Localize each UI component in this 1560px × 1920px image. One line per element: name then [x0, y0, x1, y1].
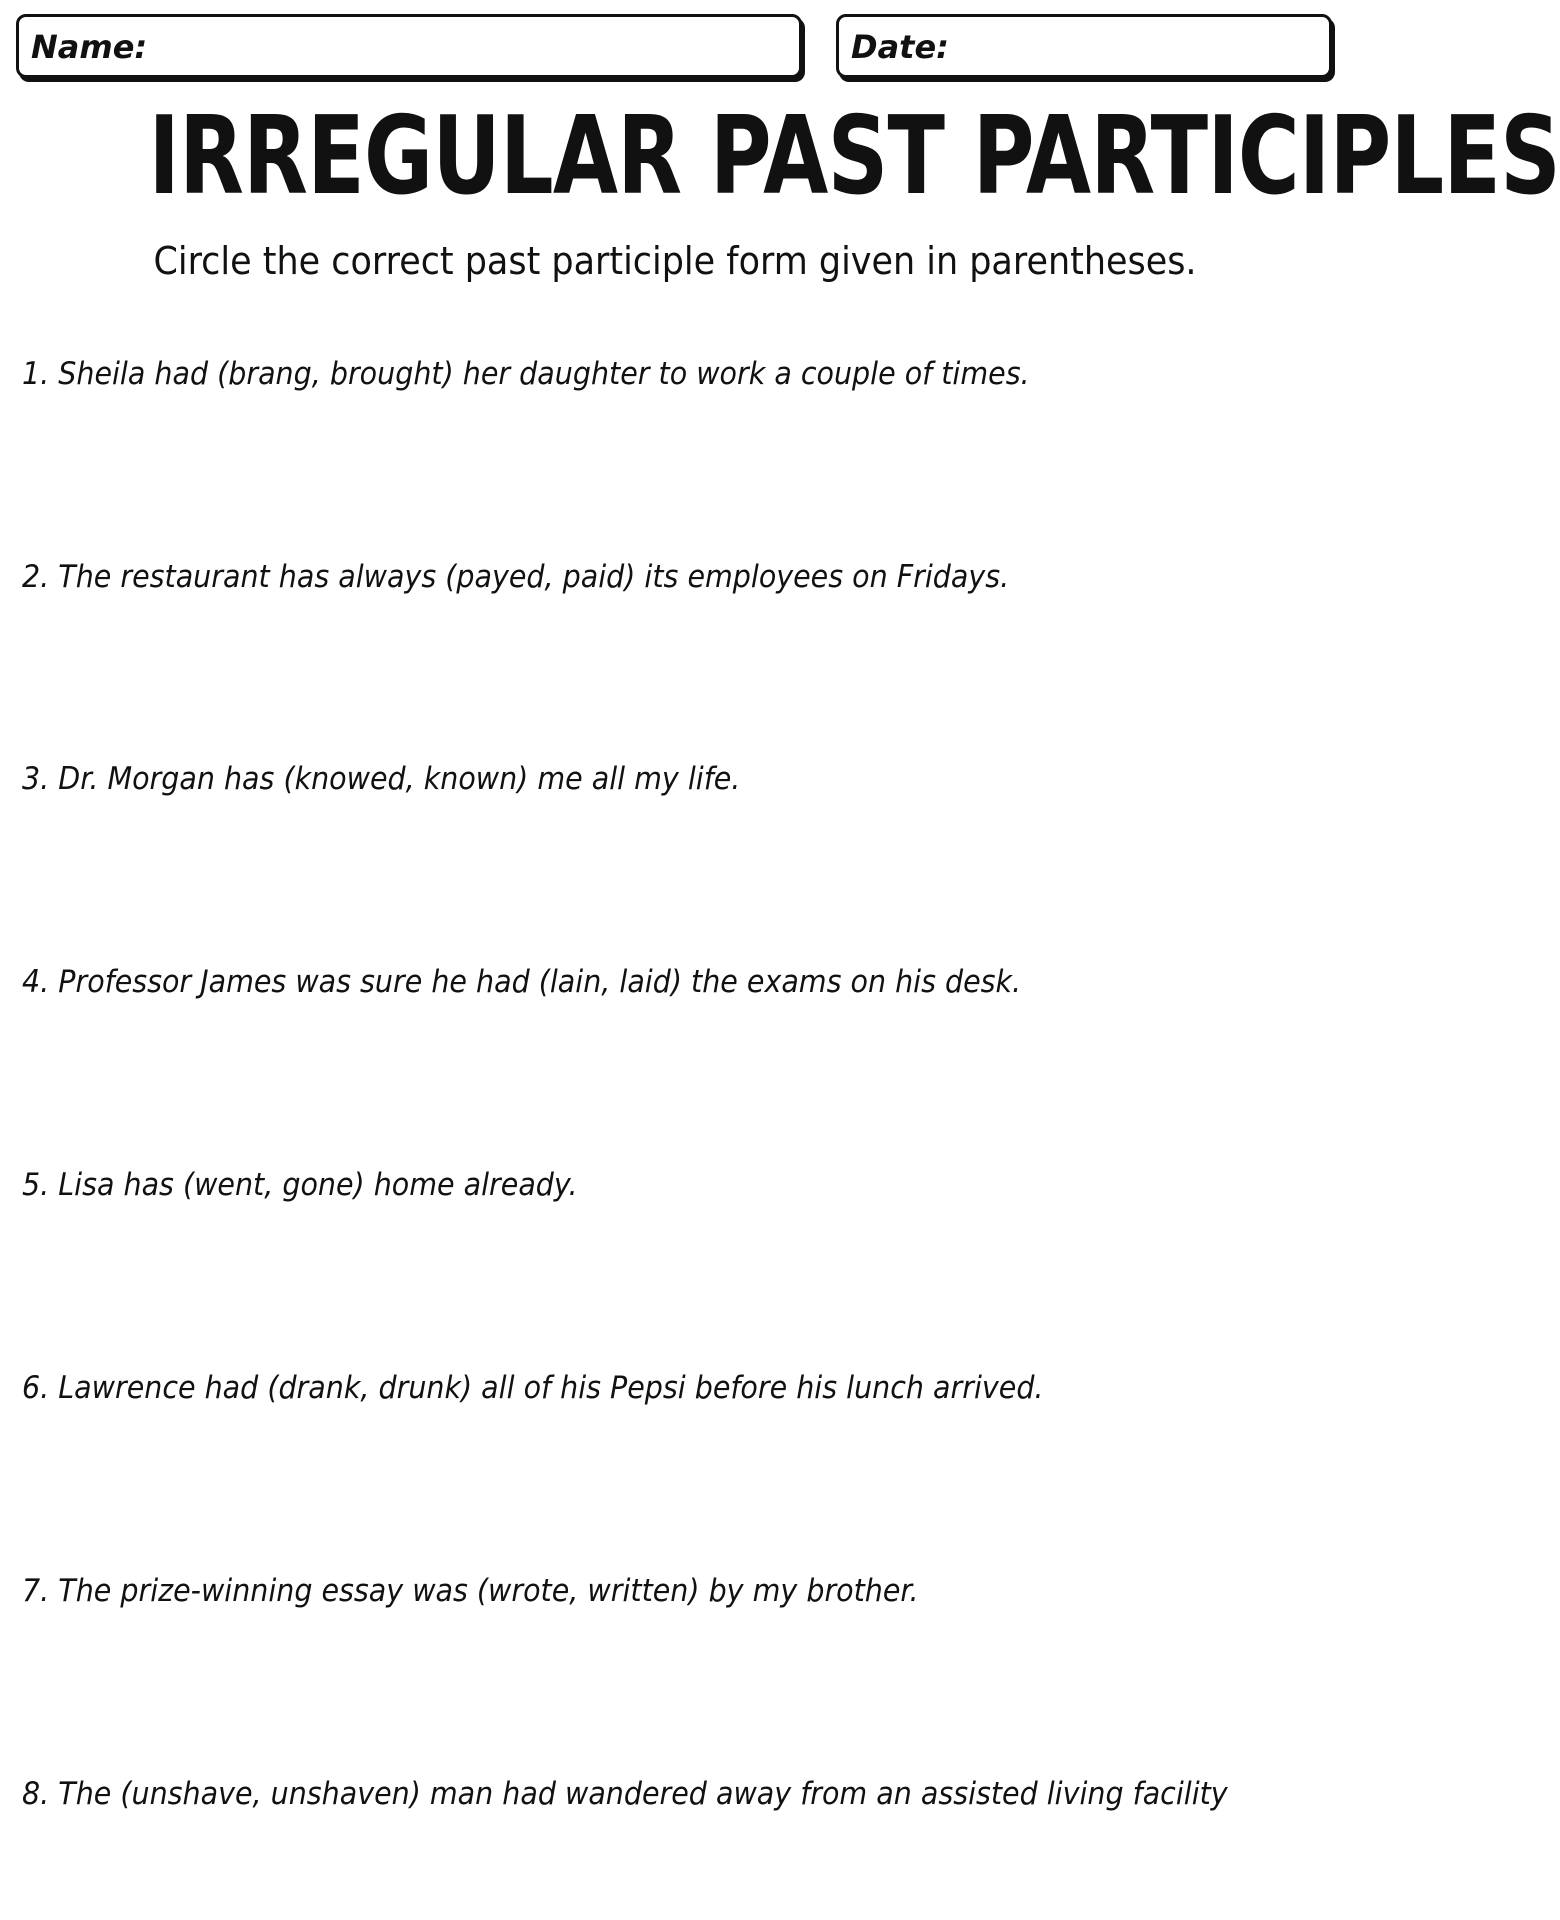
instructions: Circle the correct past participle form given in parentheses.	[153, 239, 1197, 283]
question-6: 6. Lawrence had (drank, drunk) all of his Pepsi before his lunch arrived.	[22, 1370, 1044, 1406]
date-field[interactable]	[836, 14, 1332, 78]
name-field[interactable]	[16, 14, 802, 78]
question-1: 1. Sheila had (brang, brought) her daughter to work a couple of times.	[22, 356, 1030, 392]
question-7: 7. The prize-winning essay was (wrote, written) by my brother.	[22, 1573, 919, 1609]
question-2: 2. The restaurant has always (payed, paid) its employees on Fridays.	[22, 559, 1010, 595]
worksheet-title: IRREGULAR PAST PARTICIPLES	[148, 94, 1560, 219]
question-8: 8. The (unshave, unshaven) man had wandered away from an assisted living facility	[22, 1776, 1228, 1812]
question-5: 5. Lisa has (went, gone) home already.	[22, 1167, 578, 1203]
question-3: 3. Dr. Morgan has (knowed, known) me all my life.	[22, 761, 741, 797]
name-label: Name:	[31, 28, 148, 66]
question-4: 4. Professor James was sure he had (lain, laid) the exams on his desk.	[22, 964, 1022, 1000]
date-label: Date:	[851, 28, 949, 66]
